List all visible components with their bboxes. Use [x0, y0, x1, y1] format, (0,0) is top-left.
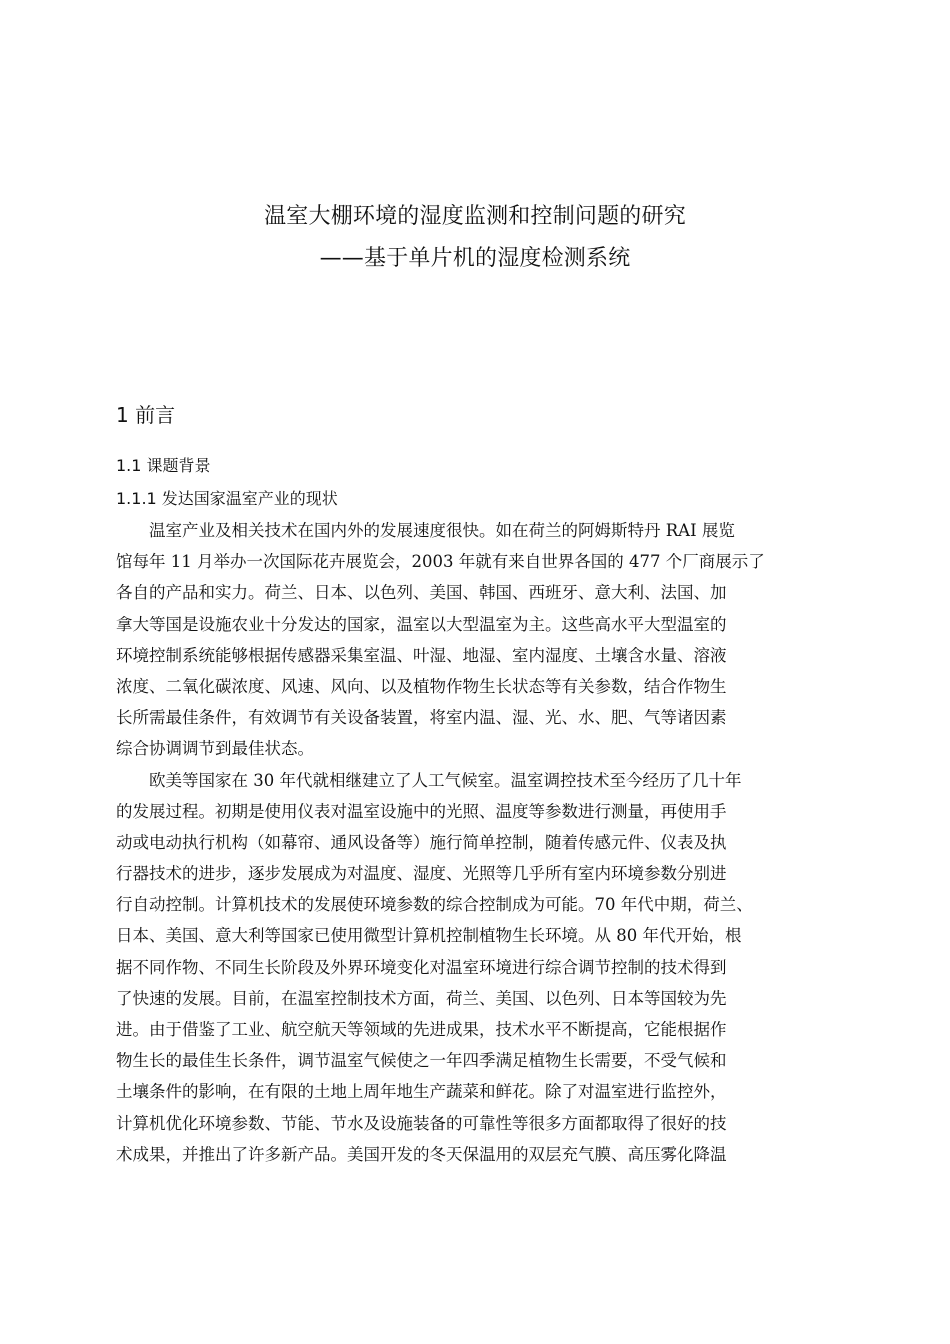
paragraph-line: 的发展过程。初期是使用仪表对温室设施中的光照、温度等参数进行测量，再使用手	[116, 801, 727, 821]
paragraph-line: 馆每年 11 月举办一次国际花卉展览会，2003 年就有来自世界各国的 477 个厂商展示了	[116, 552, 765, 572]
section-heading-1-1-1: 1.1.1 发达国家温室产业的现状	[116, 489, 338, 508]
paragraph-line: 土壤条件的影响，在有限的土地上周年地生产蔬菜和鲜花。除了对温室进行监控外，	[116, 1082, 727, 1102]
paragraph-line: 拿大等国是设施农业十分发达的国家，温室以大型温室为主。这些高水平大型温室的	[116, 614, 727, 634]
paragraph-line: 各自的产品和实力。荷兰、日本、以色列、美国、韩国、西班牙、意大利、法国、加	[116, 583, 727, 603]
paragraph-line: 据不同作物、不同生长阶段及外界环境变化对温室环境进行综合调节控制的技术得到	[116, 957, 727, 977]
paragraph-line: 综合协调调节到最佳状态。	[116, 739, 314, 759]
paragraph-line: 环境控制系统能够根据传感器采集室温、叶湿、地湿、室内湿度、土壤含水量、溶液	[116, 645, 727, 665]
paragraph-line: 术成果，并推出了许多新产品。美国开发的冬天保温用的双层充气膜、高压雾化降温	[116, 1144, 727, 1164]
paragraph-line: 了快速的发展。目前，在温室控制技术方面，荷兰、美国、以色列、日本等国较为先	[116, 988, 727, 1008]
paragraph-line: 行自动控制。计算机技术的发展使环境参数的综合控制成为可能。70 年代中期，荷兰、	[116, 895, 753, 915]
paragraph-line: 日本、美国、意大利等国家已使用微型计算机控制植物生长环境。从 80 年代开始，根	[116, 926, 742, 946]
section-heading-1-1: 1.1 课题背景	[116, 456, 211, 475]
section-heading-1: 1 前言	[116, 403, 176, 427]
paragraph-line: 欧美等国家在 30 年代就相继建立了人工气候室。温室调控技术至今经历了几十年	[149, 770, 742, 790]
paragraph-line: 计算机优化环境参数、节能、节水及设施装备的可靠性等很多方面都取得了很好的技	[116, 1113, 727, 1133]
paper-title: 温室大棚环境的湿度监测和控制问题的研究	[264, 204, 686, 229]
paragraph-line: 浓度、二氧化碳浓度、风速、风向、以及植物作物生长状态等有关参数，结合作物生	[116, 676, 727, 696]
paragraph-line: 温室产业及相关技术在国内外的发展速度很快。如在荷兰的阿姆斯特丹 RAI 展览	[149, 521, 735, 540]
title-block	[0, 196, 950, 280]
paragraph-line: 进。由于借鉴了工业、航空航天等领域的先进成果，技术水平不断提高，它能根据作	[116, 1020, 727, 1039]
paper-subtitle: ——基于单片机的湿度检测系统	[319, 246, 631, 271]
paragraph-line: 物生长的最佳生长条件，调节温室气候使之一年四季满足植物生长需要，不受气候和	[116, 1051, 727, 1071]
paragraph-line: 动或电动执行机构（如幕帘、通风设备等）施行简单控制，随着传感元件、仪表及执	[116, 832, 727, 852]
paragraph-line: 长所需最佳条件，有效调节有关设备装置，将室内温、湿、光、水、肥、气等诸因素	[116, 708, 727, 728]
paragraph-line: 行器技术的进步，逐步发展成为对温度、湿度、光照等几乎所有室内环境参数分别进	[116, 864, 727, 884]
body-text	[116, 515, 846, 1170]
